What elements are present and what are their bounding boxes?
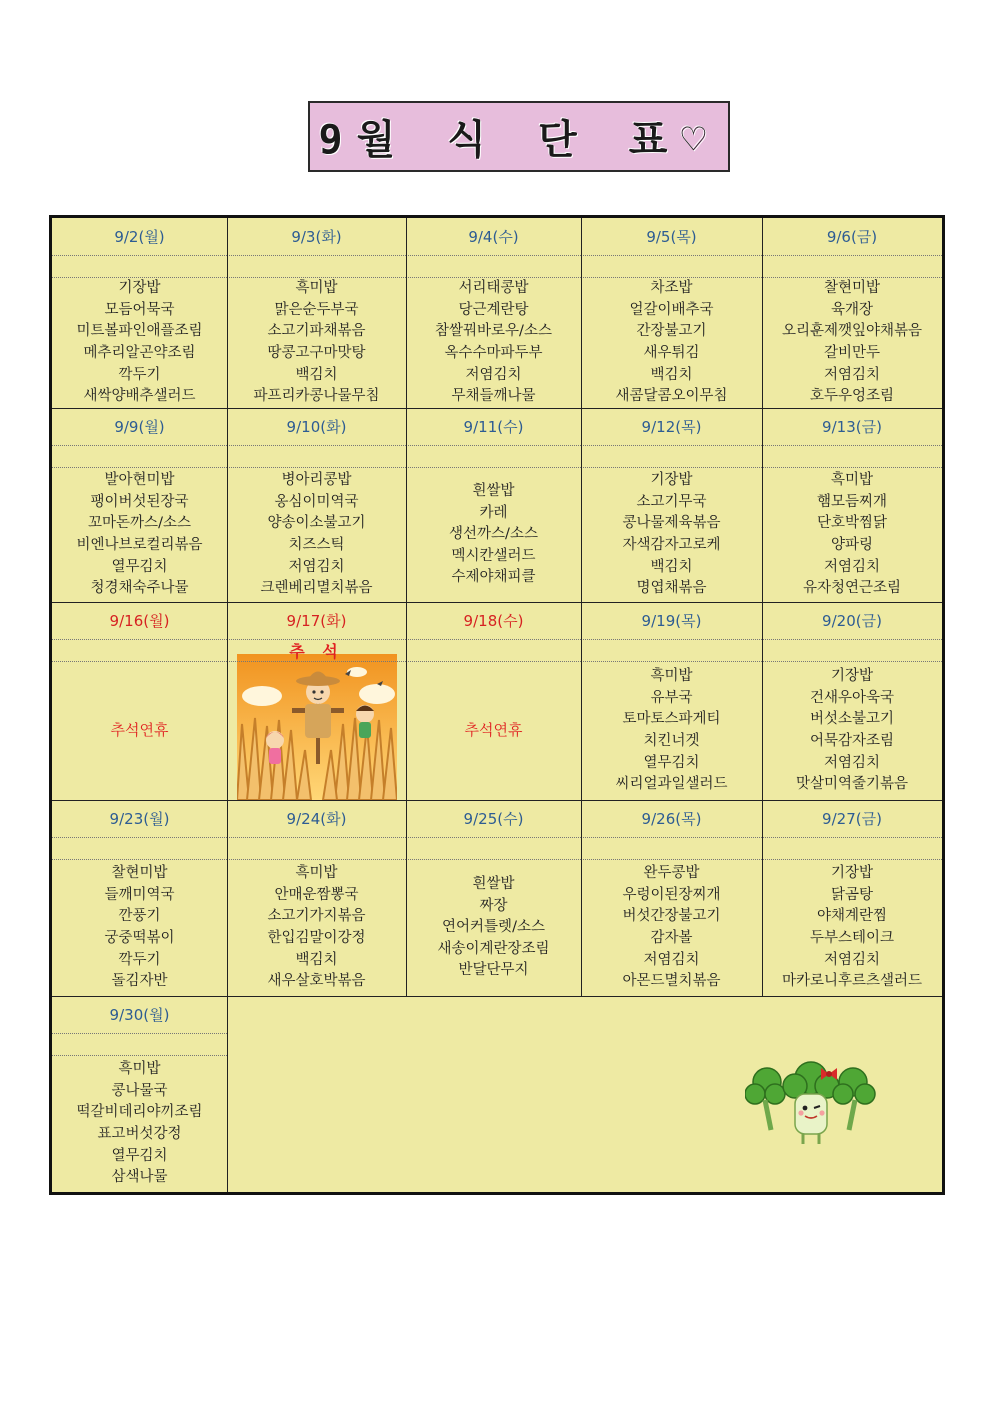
menu-item: 돌김자반 <box>111 973 168 990</box>
menu-item: 메추리알곤약조림 <box>83 345 196 361</box>
menu-item: 흑미밥 <box>830 472 874 489</box>
day-menu <box>581 860 762 996</box>
menu-item: 오리훈제깻잎야채볶음 <box>781 323 923 340</box>
day-date: 9/25(수) <box>406 800 581 838</box>
menu-item: 저염김치 <box>643 951 700 968</box>
menu-item: 저염김치 <box>823 951 881 968</box>
day-note <box>52 1034 227 1056</box>
grid-line <box>227 996 228 1192</box>
menu-item: 버섯간장불고기 <box>622 908 721 925</box>
menu-item: 청경채숙주나물 <box>90 580 189 597</box>
menu-item: 치즈스틱 <box>288 537 345 553</box>
day-note <box>227 838 406 860</box>
menu-item: 미트볼파인애플조림 <box>76 323 203 340</box>
menu-item: 안매운짬뽕국 <box>274 886 359 903</box>
menu-item: 마카로니후르츠샐러드 <box>781 973 923 990</box>
menu-item: 새우튀김 <box>643 345 700 361</box>
menu-item: 건새우아욱국 <box>809 689 895 706</box>
menu-item: 야채계란찜 <box>816 908 888 925</box>
day-menu <box>52 278 227 408</box>
day-note <box>52 446 227 468</box>
day-menu <box>762 468 942 602</box>
menu-item: 발아현미밥 <box>104 472 175 489</box>
menu-item: 열무김치 <box>111 558 168 575</box>
menu-item: 저염김치 <box>823 558 881 575</box>
day-date: 9/23(월) <box>52 800 227 838</box>
menu-item: 자색감자고로케 <box>622 537 721 553</box>
day-menu <box>227 860 406 996</box>
menu-item: 비엔나브로컬리볶음 <box>76 537 203 553</box>
day-note <box>581 640 762 662</box>
grid-line <box>227 218 228 996</box>
day-date: 9/19(목) <box>581 602 762 640</box>
grid-line <box>52 996 942 997</box>
menu-item: 호두우엉조림 <box>809 388 895 405</box>
menu-item: 맛살미역줄기볶음 <box>795 776 909 793</box>
menu-item: 흑미밥 <box>118 1061 161 1078</box>
menu-item: 옥수수마파두부 <box>444 345 543 361</box>
day-date: 9/6(금) <box>762 218 942 256</box>
menu-item: 흰쌀밥 <box>472 876 515 893</box>
menu-item: 육개장 <box>830 301 874 318</box>
menu-item: 짜장 <box>479 897 508 914</box>
day-note <box>762 838 942 860</box>
menu-item: 파프리카콩나물무침 <box>253 388 380 405</box>
day-menu <box>581 468 762 602</box>
menu-item: 어묵감자조림 <box>809 733 895 749</box>
menu-item: 명엽채볶음 <box>636 580 707 597</box>
day-note <box>762 446 942 468</box>
day-note <box>52 838 227 860</box>
menu-item: 햄모듬찌개 <box>816 493 888 510</box>
day-menu <box>406 468 581 602</box>
day-menu <box>406 662 581 800</box>
day-date: 9/26(목) <box>581 800 762 838</box>
menu-item: 연어커틀렛/소스 <box>442 919 545 936</box>
day-date: 9/18(수) <box>406 602 581 640</box>
day-menu <box>762 860 942 996</box>
broccoli-mascot <box>745 1060 877 1146</box>
menu-item: 토마토스파게티 <box>622 711 721 728</box>
menu-item: 삼색나물 <box>111 1169 168 1186</box>
menu-item: 기장밥 <box>830 668 874 685</box>
menu-item: 맑은순두부국 <box>274 301 359 318</box>
menu-item: 크렌베리멸치볶음 <box>260 580 373 597</box>
menu-item: 찰현미밥 <box>823 280 881 297</box>
menu-item: 궁중떡볶이 <box>104 930 175 946</box>
menu-item: 팽이버섯된장국 <box>90 493 189 510</box>
day-menu <box>581 278 762 408</box>
menu-item: 소고기가지볶음 <box>267 908 366 925</box>
day-note <box>227 256 406 278</box>
menu-item: 표고버섯강정 <box>97 1126 182 1142</box>
day-date: 9/11(수) <box>406 408 581 446</box>
menu-item: 열무김치 <box>111 1147 168 1164</box>
menu-item: 기장밥 <box>650 472 693 489</box>
menu-item: 저염김치 <box>823 366 881 383</box>
menu-item: 양파링 <box>830 537 874 553</box>
day-menu <box>227 662 406 800</box>
menu-item: 깍두기 <box>118 366 161 383</box>
day-date: 9/13(금) <box>762 408 942 446</box>
day-note <box>52 640 227 662</box>
menu-item: 백김치 <box>295 366 338 383</box>
menu-table <box>49 215 945 1195</box>
day-date: 9/4(수) <box>406 218 581 256</box>
menu-item: 아몬드멸치볶음 <box>622 973 721 990</box>
menu-item: 참쌀꿔바로우/소스 <box>435 323 552 340</box>
day-date: 9/20(금) <box>762 602 942 640</box>
day-menu <box>581 662 762 800</box>
menu-item: 소고기파채볶음 <box>267 323 366 340</box>
menu-item: 흰쌀밥 <box>472 483 515 500</box>
day-note <box>581 446 762 468</box>
menu-item: 서리태콩밥 <box>458 280 529 297</box>
menu-item: 갈비만두 <box>823 345 881 361</box>
menu-item: 우렁이된장찌개 <box>622 886 721 903</box>
menu-item: 저염김치 <box>288 558 345 575</box>
menu-item: 멕시칸샐러드 <box>451 547 536 564</box>
menu-item: 간장불고기 <box>636 323 707 340</box>
menu-item: 얼갈이배추국 <box>629 301 714 318</box>
menu-item: 땅콩고구마맛탕 <box>267 345 366 361</box>
day-date: 9/27(금) <box>762 800 942 838</box>
menu-item: 소고기무국 <box>636 493 707 510</box>
day-date: 9/5(목) <box>581 218 762 256</box>
menu-item: 백김치 <box>650 366 693 383</box>
menu-item: 병아리콩밥 <box>281 472 352 489</box>
day-date: 9/30(월) <box>52 996 227 1034</box>
grid-line <box>52 408 942 409</box>
menu-item: 새싹양배추샐러드 <box>83 388 196 405</box>
day-menu <box>227 278 406 408</box>
menu-item: 당근계란탕 <box>458 301 529 318</box>
day-note <box>227 640 406 662</box>
day-note <box>52 256 227 278</box>
menu-item: 떡갈비데리야끼조림 <box>76 1104 203 1121</box>
day-date: 9/12(목) <box>581 408 762 446</box>
menu-item: 찰현미밥 <box>111 865 168 882</box>
day-note <box>406 838 581 860</box>
day-date: 9/10(화) <box>227 408 406 446</box>
day-note <box>581 256 762 278</box>
page-title: 9월 식 단 표♡ <box>318 117 720 163</box>
day-menu <box>406 278 581 408</box>
menu-item: 한입김말이강정 <box>267 930 366 946</box>
day-date: 9/9(월) <box>52 408 227 446</box>
menu-item: 콩나물국 <box>111 1082 168 1099</box>
menu-item: 열무김치 <box>643 754 700 771</box>
menu-item: 차조밥 <box>650 280 693 297</box>
grid-line <box>52 602 942 603</box>
day-note <box>762 640 942 662</box>
day-note <box>406 640 581 662</box>
menu-item: 감자볼 <box>650 930 693 946</box>
day-menu <box>52 468 227 602</box>
menu-item: 두부스테이크 <box>809 930 895 946</box>
day-menu <box>227 468 406 602</box>
holiday-label: 추석연휴 <box>110 721 169 740</box>
menu-item: 치킨너겟 <box>643 733 700 749</box>
menu-item: 새콤달콤오이무침 <box>615 388 728 405</box>
menu-item: 백김치 <box>650 558 693 575</box>
menu-item: 옹심이미역국 <box>274 493 359 510</box>
day-menu <box>762 278 942 408</box>
menu-item: 깍두기 <box>118 951 161 968</box>
menu-item: 새송이계란장조림 <box>437 940 550 957</box>
menu-item: 새우살호박볶음 <box>267 973 366 990</box>
menu-item: 닭곰탕 <box>830 886 874 903</box>
day-date: 9/24(화) <box>227 800 406 838</box>
grid-line <box>52 800 942 801</box>
menu-item: 씨리얼과일샐러드 <box>615 776 728 793</box>
menu-item: 완두콩밥 <box>643 865 700 882</box>
menu-item: 꼬마돈까스/소스 <box>88 515 191 532</box>
day-note <box>581 838 762 860</box>
grid-line <box>581 218 582 996</box>
day-note <box>227 446 406 468</box>
menu-item: 카레 <box>479 504 508 521</box>
day-date: 9/17(화) <box>227 602 406 640</box>
menu-item: 깐풍기 <box>118 908 161 925</box>
holiday-label: 추석연휴 <box>464 721 523 740</box>
day-date: 9/16(월) <box>52 602 227 640</box>
menu-item: 기장밥 <box>830 865 874 882</box>
menu-item: 기장밥 <box>118 280 161 297</box>
day-note <box>406 446 581 468</box>
holiday-note: 추 석 <box>289 642 344 661</box>
menu-item: 버섯소불고기 <box>809 711 895 728</box>
day-date: 9/3(화) <box>227 218 406 256</box>
menu-item: 백김치 <box>295 951 338 968</box>
menu-item: 유자청연근조림 <box>802 580 902 597</box>
menu-item: 양송이소불고기 <box>267 515 366 532</box>
day-menu <box>52 1056 227 1192</box>
menu-item: 생선까스/소스 <box>449 526 538 543</box>
menu-item: 흑미밥 <box>295 280 338 297</box>
menu-item: 수제야채피클 <box>451 569 536 586</box>
day-note <box>406 256 581 278</box>
menu-item: 반달단무지 <box>458 962 529 979</box>
menu-item: 저염김치 <box>823 754 881 771</box>
menu-item: 무채들깨나물 <box>451 388 536 405</box>
grid-line <box>762 218 763 996</box>
grid-line <box>406 218 407 996</box>
menu-item: 들깨미역국 <box>104 886 175 903</box>
menu-item: 흑미밥 <box>295 865 338 882</box>
day-menu <box>762 662 942 800</box>
day-menu <box>52 662 227 800</box>
title-box <box>308 101 730 172</box>
menu-item: 콩나물제육볶음 <box>622 515 721 532</box>
day-menu <box>52 860 227 996</box>
menu-item: 유부국 <box>650 689 693 706</box>
day-menu <box>406 860 581 996</box>
menu-item: 흑미밥 <box>650 668 693 685</box>
menu-item: 단호박찜닭 <box>816 515 888 532</box>
menu-item: 저염김치 <box>465 366 522 383</box>
day-note <box>762 256 942 278</box>
day-date: 9/2(월) <box>52 218 227 256</box>
menu-item: 모듬어묵국 <box>104 301 175 318</box>
